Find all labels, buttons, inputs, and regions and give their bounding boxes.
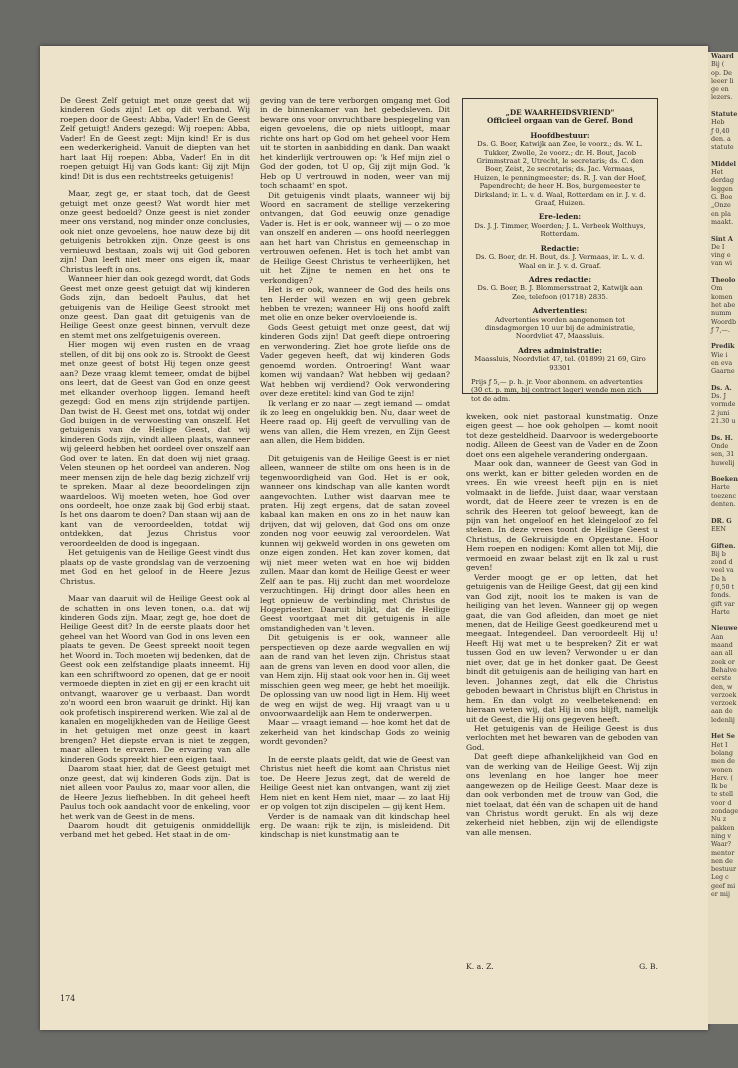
adjacent-page-line: mentor bbox=[711, 848, 735, 857]
adjacent-page-line: en pla bbox=[711, 209, 731, 218]
adjacent-page-line: veel va bbox=[711, 566, 734, 575]
paragraph: kweken, ook niet pastoraal kunstmatig. Onze eigen geest — hoe ook geholpen — komt nooit tot deze gesteldheid. Daarvoor is wedergeboorte nodig. Alleen de Geest van de Vader en de Zoon doet ons een algehele verandering ondergaan. bbox=[466, 412, 658, 459]
paragraph: Maar — vraagt iemand — hoe komt het dat de zekerheid van het kindschap Gods zo weinig wordt gevonden? bbox=[260, 718, 450, 747]
adjacent-page-line: het abe bbox=[711, 300, 736, 309]
adjacent-page-line: ƒ 0,40 bbox=[711, 126, 730, 135]
colophon-text: Ds. G. Boer, B. J. Blommersstraat 2, Katwijk aan Zee, telefoon (01718) 2835. bbox=[477, 284, 643, 301]
adjacent-page-line: aan de bbox=[711, 707, 733, 716]
adjacent-page-line: pakken bbox=[711, 823, 735, 832]
paragraph: Dit getuigenis vindt plaats, wanneer wij bij Woord en sacrament de stellige verzekering ontvangen, dat God eeuwig onze genadige Vader is. Het is er ook, wanneer wij — o zo moe van onszelf en anderen — ons hoofd neerleggen aan het hart van Christus en gemeenschap in vertrouwen oefenen. Het is toch het ambt van de Heilige Geest Christus te verheerlijken, het uit het Zijne te nemen en het ons te verkondigen? bbox=[260, 190, 450, 285]
adjacent-page-line: De I bbox=[711, 242, 725, 251]
adjacent-page-line: Waar? bbox=[711, 840, 732, 849]
colophon-text: Advertenties worden aangenomen tot dinsdagmorgen 10 uur bij de administratie, Noordvliet 47, Maassluis. bbox=[484, 315, 636, 341]
adjacent-page-line: ƒ 0,50 t bbox=[711, 583, 735, 591]
adjacent-page-line bbox=[708, 508, 738, 516]
adjacent-page-line: ledenlij bbox=[711, 715, 735, 724]
adjacent-page-line: Giften. bbox=[711, 541, 736, 550]
colophon-heading: Advertenties: bbox=[532, 306, 588, 316]
adjacent-page-line: EEN bbox=[711, 524, 726, 533]
adjacent-page-line bbox=[708, 102, 738, 110]
adjacent-page-line: denten. bbox=[711, 500, 736, 509]
adjacent-page-line: Theolo bbox=[711, 276, 736, 285]
adjacent-page-line: zondage bbox=[711, 807, 738, 816]
adjacent-page-line bbox=[708, 334, 738, 342]
adjacent-page-line: den. a bbox=[711, 134, 731, 143]
adjacent-page-line: Ik be bbox=[711, 782, 728, 791]
adjacent-page-line: Ds. A. bbox=[711, 383, 732, 392]
adjacent-page-line bbox=[708, 724, 738, 732]
adjacent-page-line: geef mi bbox=[711, 881, 736, 890]
colophon-price: Prijs ƒ 5,— p. h. jr. Voor abonnem. en advertenties (30 ct. p. mm, bij contract lager) wende men zich tot de adm. bbox=[471, 377, 643, 403]
adjacent-page-line: te stell bbox=[711, 790, 734, 799]
adjacent-page-line bbox=[708, 152, 738, 160]
adjacent-page-line: voor d bbox=[711, 798, 732, 807]
adjacent-page-line: Aan bbox=[711, 632, 724, 641]
adjacent-page-line: men de bbox=[711, 757, 735, 766]
adjacent-page-line: ning v bbox=[711, 831, 732, 840]
adjacent-page-line: den, w bbox=[711, 682, 733, 691]
adjacent-page-line: Nieuwe bbox=[711, 624, 738, 633]
adjacent-page-line: wonen bbox=[711, 765, 733, 774]
adjacent-page-line: leeer li bbox=[711, 76, 734, 85]
colophon-text: Ds. J. J. Timmer, Woerden; J. L. Verbeek Wolthuys, Rotterdam. bbox=[474, 221, 646, 239]
adjacent-page-line: van wi bbox=[711, 259, 733, 268]
adjacent-page-line: Ds. J bbox=[711, 392, 727, 401]
paragraph: Daarom houdt dit getuigenis onmiddellijk verband met het gebed. Het staat in de om- bbox=[60, 820, 250, 840]
adjacent-page-line: Harte bbox=[711, 607, 730, 616]
adjacent-page-line: maand bbox=[711, 641, 733, 650]
adjacent-page-line: 21.30 u bbox=[711, 417, 736, 426]
paragraph: Het getuigenis van de Heilige Geest vindt dus plaats op de vaste grondslag van de verzoening met God en het geloof in de Heere Jezus Christus. bbox=[60, 548, 250, 586]
adjacent-page-edge bbox=[708, 52, 738, 1024]
adjacent-page-line: Ds. H. bbox=[711, 433, 733, 442]
colophon-text: Maassluis, Noordvliet 47, tel. (01899) 21 69, Giro 93301 bbox=[474, 355, 646, 372]
adjacent-page-line: Het bbox=[711, 168, 723, 177]
adjacent-page-line: bolang bbox=[711, 748, 733, 757]
adjacent-page-line: verzoek bbox=[711, 690, 737, 699]
adjacent-page-line bbox=[708, 268, 738, 276]
paragraph: Daarom staat hier, dat de Geest getuigt met onze geest, dat wij kinderen Gods zijn. Dat is niet alleen voor Paulus zo, maar voor allen, die de Heere Jezus liefhebben. In dit geheel heeft Paulus toch ook aandacht voor de enkeling, voor het werk van de Geest in de mens. bbox=[60, 764, 250, 821]
signature-left: K. a. Z. bbox=[466, 962, 494, 971]
adjacent-page-line: Middel bbox=[711, 159, 736, 168]
adjacent-page-line: ge en bbox=[711, 85, 729, 94]
adjacent-page-line: bestuur bbox=[711, 865, 737, 874]
column-left bbox=[60, 96, 250, 840]
adjacent-page-line: DR. G bbox=[711, 516, 732, 525]
adjacent-page-line: Harte bbox=[711, 483, 730, 492]
colophon-heading: Adres administratie: bbox=[518, 345, 602, 355]
paragraph: Ik verlang er zo naar — zegt iemand — omdat ik zo leeg en ongelukkig ben. Nu, daar weet de Heere raad op. Hij geeft de vervulling van de wens van allen, die Hem vrezen, en Zijn Geest aan allen, die Hem bidden. bbox=[260, 398, 450, 446]
adjacent-page-line: statute bbox=[711, 143, 734, 152]
adjacent-page-line: op. De bbox=[711, 68, 732, 77]
adjacent-page-line: numm bbox=[711, 309, 732, 318]
adjacent-page-line: Predik bbox=[711, 342, 735, 351]
adjacent-page-line: en eva bbox=[711, 358, 733, 367]
adjacent-page-line: nen de bbox=[711, 856, 733, 865]
paragraph: In de eerste plaats geldt, dat wie de Geest van Christus niet heeft die komt aan Christus niet toe. De Heere Jezus zegt, dat de wereld de Heilige Geest niet kan ontvangen, want zij ziet Hem niet en kent Hem niet, maar — zo laat Hij er op volgen tot zijn discipelen — gij kent Hem. bbox=[260, 754, 450, 812]
paragraph: Gods Geest getuigt met onze geest, dat wij kinderen Gods zijn! Dat geeft diepe ontroering en verwondering. Ziet hoe grote liefde ons de Vader gegeven heeft, dat wij kinderen Gods genoemd worden. Ontroering! Want waar komen wij vandaan? Wat hebben wij gedaan? Wat hebben wij verdiend? Ook verwondering over deze eretitel: kind van God te zijn! bbox=[260, 322, 450, 399]
colophon-heading: Hoofdbestuur: bbox=[530, 130, 590, 140]
adjacent-page-line: zoek or bbox=[711, 657, 735, 666]
column-right bbox=[466, 412, 658, 837]
adjacent-page-line bbox=[708, 467, 738, 475]
adjacent-page-line: „Onze bbox=[711, 201, 731, 210]
adjacent-page-line: toezenc bbox=[711, 491, 737, 500]
colophon-title: „DE WAARHEIDSVRIEND" bbox=[505, 108, 615, 117]
adjacent-page-line: Heb bbox=[711, 118, 725, 127]
colophon-text: Ds. G. Boer, dr. H. Bout, ds. J. Vermaas, ir. L. v. d. Waal en ir. J. v. d. Graaf. bbox=[475, 253, 645, 270]
adjacent-page-line: Waard bbox=[711, 52, 734, 60]
adjacent-page-line bbox=[708, 533, 738, 541]
paragraph: Hier mogen wij even rusten en de vraag stellen, of dit bij ons ook zo is. Strookt de Geest met onze geest of botst Hij tegen onze geest aan? Deze vraag klemt temeer, omdat de bijbel ons leert, dat de Geest van God en onze geest met elkander overhoop liggen. Iemand heeft gezegd: God en mens zijn strijdende partijen. Dan twist de H. Geest met ons, totdat wij onder God buigen in de verwoesting van onszelf. Het getuigenis van de Heilige Geest, dat wij kinderen Gods zijn, vindt alleen plaats, wanneer wij geleerd hebben het oordeel over onszelf aan God over te laten. En dat doen wij niet graag. Velen steunen op het oordeel van anderen. Nog meer mensen zijn de hele dag bezig zichzelf vrij te spreken. Maar al deze beoordelingen zijn waardeloos. Wij moeten weten, hoe God over ons oordeelt, hoe onze zaak bij God erbij staat. Is het ons daarom te doen? Dan staan wij aan de kant van de veroordeelden, totdat wij ontdekken, dat Jezus Christus voor veroordeelden de dood is ingegaan. bbox=[60, 340, 250, 548]
adjacent-page-line: Woordb bbox=[711, 317, 737, 326]
paragraph: Maar ook dan, wanneer de Geest van God in ons werkt, kan er bitter geleden worden en de vrees. En wie vreest heeft pijn en is niet volmaakt in de liefde. Juist daar, waar verstaan wordt, dat de Heere zeer te vrezen is en de schrik des Heeren tot geloof beweegt, kan de pijn van het ongeloof en het kleingeloof zo fel steken. In deze vrees toont de Heilige Geest u Christus, de Gekruisigde en Opgestane. Hoor Hem roepen en nodigen: Komt allen tot Mij, die vermoeid en zwaar belast zijt en Ik zal u rust geven! bbox=[466, 459, 658, 573]
paragraph: Wanneer hier dan ook gezegd wordt, dat Gods Geest met onze geest getuigt dat wij kinderen Gods zijn, dan bedoelt Paulus, dat het getuigenis van de Heilige Geest strookt met onze geest. Dan gaat dit getuigenis van de Heilige Geest onze geest binnen, vervult deze en stemt met ons zelfgetuigenis overeen. bbox=[60, 274, 250, 340]
adjacent-page-line: Het Se bbox=[711, 732, 735, 741]
paragraph: Maar van daaruit wil de Heilige Geest ook al de schatten in ons leven tonen, o.a. dat wij kinderen Gods zijn. Maar, zegt ge, hoe doet de Heilige Geest dit? In de eerste plaats door het geheel van het Woord van God in ons leven een plaats te geven. De Geest spreekt nooit tegen het Woord in. Toch moeten wij bedenken, dat de Geest ook een zelfstandige plaats inneemt. Hij kan een schriftwoord zo openen, dat ge er nooit vermoede diepten in ziet en gij er een kracht uit ontvangt, waarover ge u verbaast. Dan wordt zo'n woord een bron waaruit ge drinkt. Hij kan ook profetisch inspirerend werken. Wie zal al de kanalen en mogelijkheden van de Heilige Geest in het getuigen met onze geest in kaart brengen? Het diepste ervan is niet te zeggen, maar alleen te ervaren. De ervaring van alle kinderen Gods spreekt hier een eigen taal. bbox=[60, 594, 250, 764]
column-middle bbox=[260, 96, 450, 840]
adjacent-page-line: lezers. bbox=[711, 93, 733, 102]
paragraph: Het getuigenis van de Heilige Geest is dus verlochten met het bewaren van de geboden van God. bbox=[466, 723, 658, 752]
adjacent-page-line: leggen bbox=[711, 184, 733, 193]
paragraph: Verder is de namaak van dit kindschap heel erg. De waan: rijk te zijn, is misleidend. Dit kindschap is niet kunstmatig aan te bbox=[260, 811, 450, 840]
adjacent-page-line: derdag bbox=[711, 176, 734, 185]
adjacent-page-line: fonds. bbox=[711, 591, 731, 600]
adjacent-page-line: aan all bbox=[711, 649, 733, 658]
adjacent-page-line: Statute bbox=[711, 110, 738, 119]
paragraph: Verder moogt ge er op letten, dat het getuigenis van de Heilige Geest, dat gij een kind van God zijt, nooit los te maken is van de heiliging van het leven. Wanneer gij op wegen gaat, die van God afleiden, dan moet ge niet menen, dat de Heilige Geest goedkeurend met u meegaat. Integendeel. Dan veroordeelt Hij u! Heeft Hij wat met u te bespreken? Zit er wat tussen God en uw leven? Verwonder u er dan niet over, dat ge in het donker gaat. De Geest bindt dit getuigenis aan de heiliging van hart en leven. Johannes zegt, dat elk die Christus geboden bewaart in Christus blijft en Christus in hem. En dan volgt zo veelbetekenend: en hieraan weten wij, dat Hij in ons blijft, namelijk uit de Geest, die Hij ons gegeven heeft. bbox=[466, 572, 658, 724]
page-number: 174 bbox=[60, 994, 76, 1003]
paragraph: geving van de tere verborgen omgang met God in de binnenkamer van het gebedsleven. Dit beware ons voor onvruchtbare bespiegeling van eigen gevoelens, die op niets uitloopt, maar richte ons hart op God om het geheel voor Hem uit te storten in aanbidding en dank. Dan waakt het kinderlijk vertrouwen op: 'k Hef mijn ziel o God der goden, tot U op, Gij zijt mijn God. 'k Heb op U vertrouwd in noden, weer van mij toch schaamt' en spot. bbox=[260, 96, 450, 191]
adjacent-page-line: Sint A bbox=[711, 234, 733, 243]
adjacent-page-line: Boeken bbox=[711, 475, 738, 484]
adjacent-page-line: vormde bbox=[711, 400, 736, 409]
paragraph: De Geest Zelf getuigt met onze geest dat wij kinderen Gods zijn! Let op dit verband. Wij roepen door de Geest: Abba, Vader! En de Geest Zelf getuigt! Anders gezegd: Wij roepen: Abba, Vader! En de Geest zegt: Mijn kind! Er is dus een wederkerigheid. Vanuit de diepten van het hart laat Hij roepen: Abba, Vader! En in dit roepen getuigt Hij van Gods kant: Gij zijt Mijn kind! Dit is dus een rechtstreeks getuigenis! bbox=[60, 96, 250, 181]
adjacent-page-line: Bij b bbox=[711, 549, 726, 558]
adjacent-page-line: er mij bbox=[711, 889, 730, 898]
paragraph: Maar, zegt ge, er staat toch, dat de Geest getuigt met onze geest? Wat wordt hier met onze geest bedoeld? Onze geest is niet zonder meer ons verstand, nog minder onze conclusies, ook niet onze gevoelens, hoe nauw deze bij dit getuigenis betrokken zijn. Onze geest is ons vernieuwd bestaan, zoals wij uit God geboren zijn! Dan leeft niet meer ons eigen ik, maar Christus leeft in ons. bbox=[60, 189, 250, 274]
adjacent-page-line: maakt. bbox=[711, 217, 734, 226]
adjacent-page-line: Wie i bbox=[711, 350, 728, 359]
adjacent-page-line: ƒ 7,—. bbox=[711, 325, 730, 334]
adjacent-page-line: sen, 31 bbox=[711, 450, 735, 459]
adjacent-page-line bbox=[708, 425, 738, 433]
signature-line bbox=[466, 962, 658, 971]
adjacent-page-line bbox=[708, 376, 738, 384]
adjacent-page-line: De h bbox=[711, 574, 727, 583]
adjacent-page-line bbox=[708, 226, 738, 234]
paragraph: Dit getuigenis van de Heilige Geest is er niet alleen, wanneer de stilte om ons heen is in de tegenwoordigheid van God. Het is er ook, wanneer ons kindschap van alle kanten wordt aangevochten. Luther wist daarvan mee te praten. Hij zegt ergens, dat de satan zoveel kabaal kan maken en ons zo in het nauw kan drijven, dat wij geloven, dat God ons om onze zonden nog voor eeuwig zal veroordelen. Wat kunnen wij gekweld worden in ons geweten om onze eigen zonden. Het kan zover komen, dat wij niet meer weten wat en hoe wij bidden zullen. Maar dan komt de Heilige Geest er weer Zelf aan te pas. Hij zucht dan met woordeloze verzuchtingen. Hij dringt door alles heen en legt opnieuw de verbinding met Christus de Hogepriester. Daaruit blijkt, dat de Heilige Geest voortgaat met dit getuigenis in alle omstandigheden van 't leven. bbox=[260, 453, 450, 633]
adjacent-page-line: komen bbox=[711, 292, 733, 301]
adjacent-page-line: verzoek bbox=[711, 699, 737, 708]
adjacent-page-line: ving e bbox=[711, 251, 731, 260]
adjacent-page-line: eerste bbox=[711, 674, 732, 683]
adjacent-page-line: Om bbox=[711, 284, 723, 293]
colophon-box bbox=[462, 98, 658, 403]
colophon-text: Ds. G. Boer, Katwijk aan Zee, le voorz.; ds. W. L. Tukker, Zwolle, 2e voorz.; dr. H. Bout, Jacob Grimmstraat 2, Utrecht, le secretaris; ds. C. den Boer, Zeist, 2e secretaris; ds. Jac. Vermaas, Huizen, le penningmeester; ds. R. J. van der Hoef, Papendrecht; de heer H. Bos, burgemeester te Dirksland; ir. L. v. d. Waal, Rotterdam en ir. J. v. d. Graaf, Huizen. bbox=[473, 140, 647, 208]
adjacent-page-line: huwelij bbox=[711, 458, 735, 467]
adjacent-page-line bbox=[708, 616, 738, 624]
adjacent-page-line: Bij ( bbox=[711, 60, 725, 69]
adjacent-page-line: G. Boe bbox=[711, 193, 733, 202]
paragraph: Dit getuigenis is er ook, wanneer alle perspectieven op deze aarde wegvallen en wij aan de rand van het leven zijn. Christus staat aan de grens van leven en dood voor allen, die van Hem zijn. Hij staat ook voor hen in. Gij weet misschien geen weg meer, ge hebt het moeilijk. De oplossing van uw nood ligt in Hem. Hij weet de weg en wijst de weg. Hij vraagt van u u onvoorwaardelijk aan Hem te onderwerpen. bbox=[260, 633, 450, 718]
colophon-heading: Redactie: bbox=[540, 243, 580, 253]
adjacent-page-line: Herv. ( bbox=[711, 773, 733, 782]
colophon-heading: Adres redactie: bbox=[528, 274, 592, 284]
signature-right: G. B. bbox=[639, 962, 658, 971]
adjacent-page-line: Onde bbox=[711, 441, 729, 450]
paragraph: Dat geeft diepe afhankelijkheid van God en van de werking van de Heilige Geest. Wij zijn ons levenlang en hoe langer hoe meer aangewezen op de Heilige Geest. Maar deze is dan ook verbonden met de trouw van God, die niet toelaat, dat één van de schapen uit de hand van Christus wordt gerukt. En als wij deze zekerheid niet hebben, zijn wij de ellendigste van alle mensen. bbox=[466, 752, 658, 837]
adjacent-page-line: Het I bbox=[711, 740, 728, 749]
adjacent-page-line: Leg c bbox=[711, 873, 729, 882]
adjacent-page-line: gift var bbox=[711, 599, 735, 608]
adjacent-page-line: Gaarne bbox=[711, 367, 735, 376]
colophon-subtitle: Officieel orgaan van de Geref. Bond bbox=[487, 116, 633, 126]
adjacent-page-line: Nu z bbox=[711, 815, 727, 824]
adjacent-page-line: zond d bbox=[711, 558, 733, 567]
adjacent-page-line: 2 juni bbox=[711, 408, 730, 417]
adjacent-page-line: Behalve bbox=[711, 665, 737, 674]
paragraph: Het is er ook, wanneer de God des heils ons ten Herder wil wezen en wij geen gebrek hebben te vrezen; wanneer Hij ons hoofd zalft met olie en onze beker overvloeiende is. bbox=[260, 285, 450, 323]
colophon-heading: Ere-leden: bbox=[538, 212, 582, 222]
